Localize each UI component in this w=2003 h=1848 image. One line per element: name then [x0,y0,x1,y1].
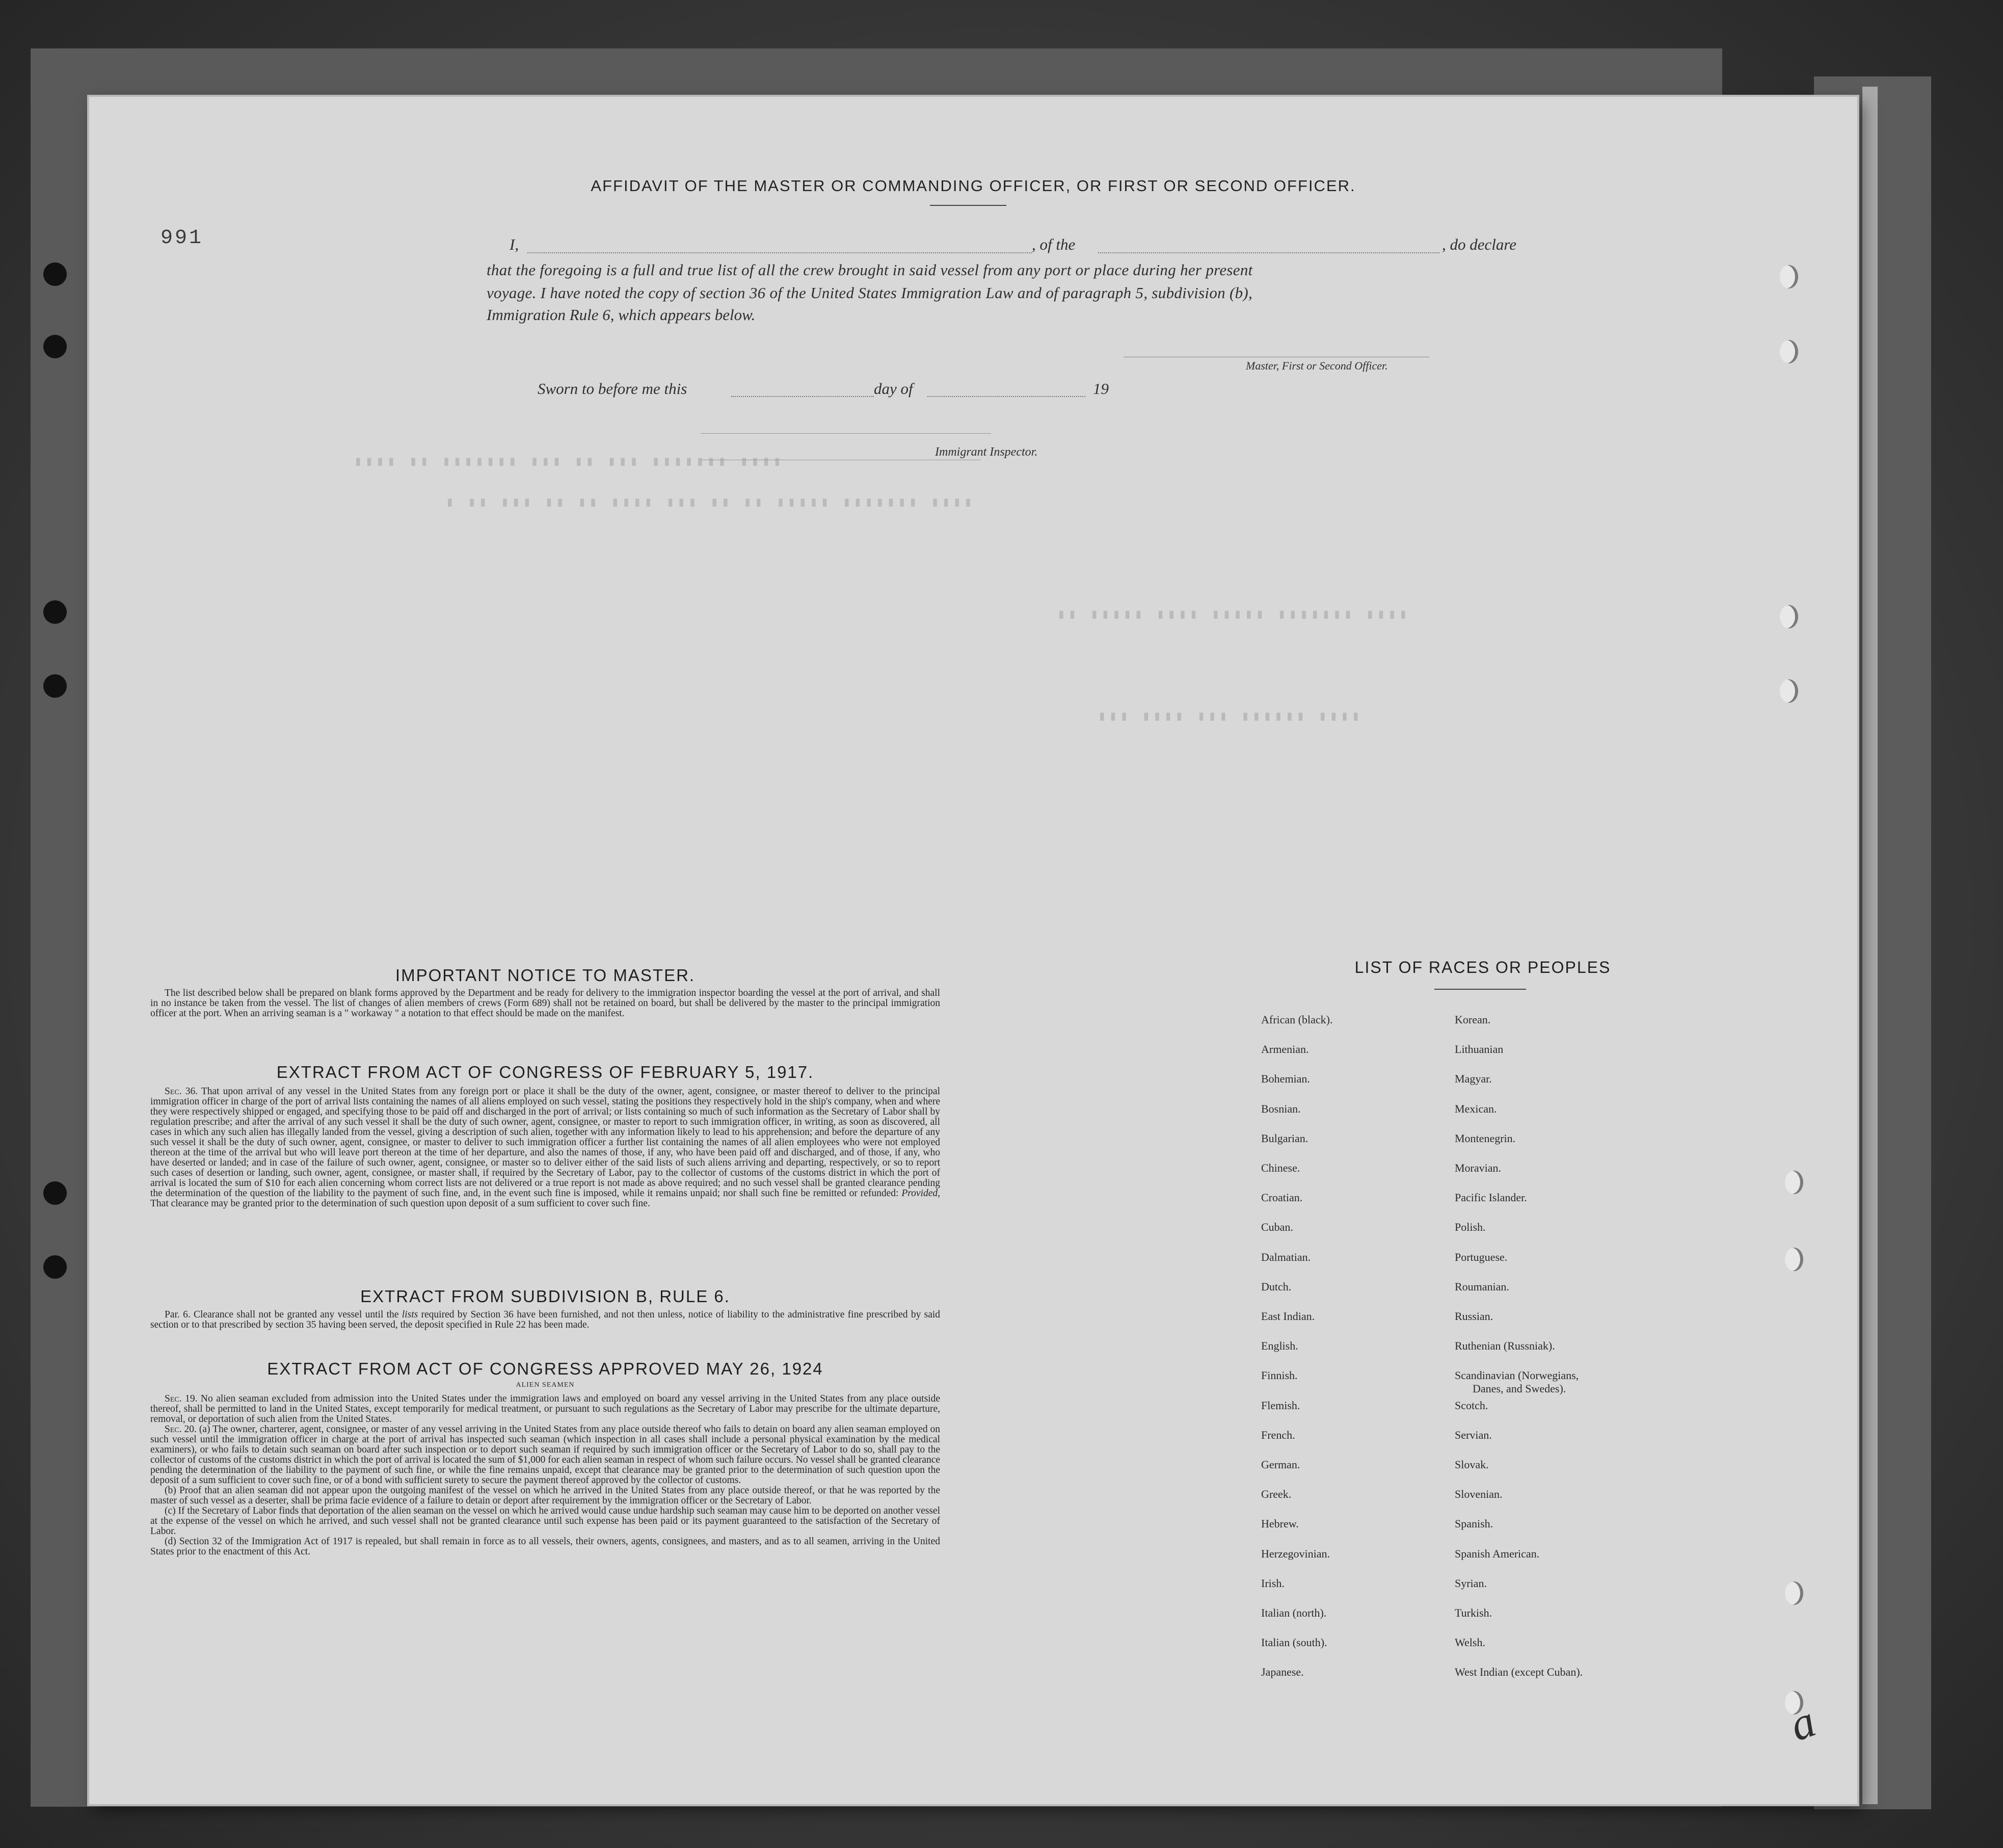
par-6-text-b: required by Section 36 have been furnished, and not then unless, notice of liability to the administrative fine prescribed by said section or to that prescribed by section 35 having been served, the deposit specified in Rule 22 has been made. [150,1309,941,1330]
sec-19-label: Sec. 19. [165,1393,198,1404]
race-right-6: Pacific Islander. [1455,1191,1527,1204]
race-left-13: Flemish. [1261,1398,1300,1412]
binder-hole [1780,340,1798,363]
race-right-10: Russian. [1455,1310,1493,1323]
race-right-22: West Indian (except Cuban). [1455,1666,1583,1679]
sec-20a-text: (a) The owner, charterer, agent, consignee, or master of any vessel arriving in the United States from any place outside thereof who fails to detain on board any alien seaman employed on such vessel until the immigration officer in charge at the port of arrival has inspected such seaman (which inspection in all cases shall include a personal physical examination by the medical examiners), or who fails to detain such seaman on board after such inspection or to deport such seaman if required by such immigration officer or the Secretary of Labor to do so, shall pay to the collector of customs of the customs district in which the port of arrival is located the sum of $1,000 for each alien seaman in respect of whom such failure occurs. No vessel shall be granted clearance pending the determination of the liability to the payment of such fine, or while the fine remains unpaid, except that clearance may be granted prior to the determination of such question upon the deposit of a sum sufficient to cover such fine, or of a bond with sufficient surety to secure the payment thereof approved by the collector of customs. [150,1424,940,1486]
bleed-through: ▮▮ ▮▮▮▮▮ ▮▮▮▮ ▮▮▮▮▮ ▮▮▮▮▮▮▮ ▮▮▮▮ [1057,607,1410,622]
affidavit-do-declare: , do declare [1442,235,1517,253]
extract-rule6-title: EXTRACT FROM SUBDIVISION B, RULE 6. [360,1287,730,1306]
binder-hole [1785,1248,1803,1271]
inspector-line-upper [701,433,991,434]
extract-1924-title: EXTRACT FROM ACT OF CONGRESS APPROVED MAY 26, 1924 [267,1359,823,1378]
notice-title: IMPORTANT NOTICE TO MASTER. [395,966,696,985]
par-6-label: Par. 6. [165,1309,191,1320]
signature-label: Master, First or Second Officer. [1246,359,1388,372]
affidavit-line-4: Immigration Rule 6, which appears below. [487,306,756,324]
race-right-8: Portuguese. [1455,1250,1508,1263]
races-title: LIST OF RACES OR PEOPLES [1354,958,1611,976]
race-right-19: Syrian. [1455,1576,1487,1590]
race-right-1: Lithuanian [1455,1043,1504,1056]
race-left-14: French. [1261,1428,1295,1441]
bleed-through: ▮▮▮ ▮▮▮▮ ▮▮▮ ▮▮▮▮▮▮ ▮▮▮▮ [1098,709,1363,724]
sec-36-label: Sec. 36. [165,1086,198,1097]
race-right-16: Slovenian. [1455,1488,1503,1501]
race-left-9: Dutch. [1261,1280,1292,1293]
race-scandinavian-continued: Danes, and Swedes). [1473,1382,1566,1395]
month-blank [927,396,1085,397]
sec-36-tail: That clearance may be granted prior to the determination of such question upon deposit of a sum sufficient to cover such fine. [150,1198,650,1209]
inspector-label: Immigrant Inspector. [935,445,1038,459]
sec-20c-text: (c) If the Secretary of Labor finds that deportation of the alien seaman on the vessel on which he arrived would cause undue hardship such seaman may cause him to be deported on another vessel at the expense of the vessel on which he arrived, and such vessel shall not be granted clearance until such expense has been paid or its payment guaranteed to the satisfaction of the Secretary of Labor. [150,1506,940,1537]
race-right-21: Welsh. [1455,1636,1485,1649]
race-right-3: Mexican. [1455,1102,1497,1115]
binder-hole [1780,265,1798,288]
lists-word: lists [402,1309,418,1320]
extract-1924-body [150,1394,940,1557]
race-left-0: African (black). [1261,1013,1333,1026]
bleed-through: ▮ ▮▮ ▮▮▮ ▮▮ ▮▮ ▮▮▮▮ ▮▮▮ ▮▮ ▮▮ ▮▮▮▮▮ ▮▮▮▮▮▮▮ ▮▮▮▮ [446,495,975,510]
sworn-text: Sworn to before me this [538,380,687,398]
race-right-11: Ruthenian (Russniak). [1455,1339,1555,1353]
name-blank [527,252,1032,253]
race-left-4: Bulgarian. [1261,1131,1308,1145]
binder-hole [1780,679,1798,703]
sec-20b-text: (b) Proof that an alien seaman did not appear upon the outgoing manifest of the vessel on which he arrived in the United States from any place outside thereof, or that he was reported by the master of such vessel as a deserter, shall be prima facie evidence of a failure to detain or deport after requirement by the immigration officer or the Secretary of Labor. [150,1485,940,1506]
race-left-10: East Indian. [1261,1310,1315,1323]
race-right-5: Moravian. [1455,1161,1502,1174]
vessel-blank [1098,252,1439,253]
affidavit-title: AFFIDAVIT OF THE MASTER OR COMMANDING OFFICER, OR FIRST OR SECOND OFFICER. [591,177,1356,195]
affidavit-line-2: that the foregoing is a full and true list of all the crew brought in said vessel from any port or place during her present [487,261,1253,279]
race-left-7: Cuban. [1261,1221,1293,1234]
alien-seamen-subtitle: ALIEN SEAMEN [516,1381,575,1389]
race-left-18: Herzegovinian. [1261,1547,1330,1560]
race-right-14: Servian. [1455,1428,1492,1441]
race-left-8: Dalmatian. [1261,1250,1311,1263]
race-right-7: Polish. [1455,1221,1486,1234]
provided-word: Provided, [901,1188,940,1199]
race-right-18: Spanish American. [1455,1547,1540,1560]
binder-hole [43,335,67,358]
race-right-9: Roumanian. [1455,1280,1509,1293]
bleed-through: ▮▮▮▮ ▮▮ ▮▮▮▮▮▮▮ ▮▮▮ ▮▮ ▮▮▮ ▮▮▮▮▮▮▮ ▮▮▮▮ [354,454,785,469]
races-title-rule [1434,989,1526,990]
binder-hole [43,1181,67,1205]
race-left-20: Italian (north). [1261,1606,1327,1619]
binder-hole [43,600,67,624]
par-6-text-a: Clearance shall not be granted any vessel until the [194,1309,399,1320]
race-left-21: Italian (south). [1261,1636,1327,1649]
race-right-4: Montenegrin. [1455,1131,1516,1145]
right-page-edge-highlight [1862,87,1878,1804]
race-right-2: Magyar. [1455,1072,1492,1086]
title-rule [930,205,1006,206]
binder-hole [43,674,67,698]
affidavit-of-the: , of the [1032,235,1076,253]
binder-hole [43,1255,67,1279]
race-left-5: Chinese. [1261,1161,1300,1174]
sworn-day-blank [731,396,874,397]
race-left-12: Finnish. [1261,1369,1298,1382]
race-left-11: English. [1261,1339,1298,1353]
page-number: 991 [161,227,204,250]
sec-20d-text: (d) Section 32 of the Immigration Act of 1917 is repealed, but shall remain in force as to all vessels, their owners, agents, consignees, and masters, and as to all seamen, arriving in the United States prior to the enactment of this Act. [150,1536,940,1557]
binder-hole [1785,1171,1803,1194]
extract-1917-title: EXTRACT FROM ACT OF CONGRESS OF FEBRUARY 5, 1917. [276,1063,814,1081]
day-of-text: day of [874,380,913,398]
race-left-19: Irish. [1261,1576,1285,1590]
race-left-16: Greek. [1261,1488,1292,1501]
sec-20-label: Sec. 20. [165,1424,197,1435]
notice-paragraph: The list described below shall be prepared on blank forms approved by the Department and be ready for delivery to the immigration inspector boarding the vessel at the port of arrival, and shall in no instance be taken from the vessel. The list of changes of alien members of crews (Form 689) shall not be retained on board, but shall be delivered by the master to the principal immigration officer at the port. When an arriving seaman is a " workaway " a notation to that effect should be made on the manifest. [150,988,940,1019]
manifest-page [89,97,1857,1804]
year-text: 19 [1093,380,1109,398]
extract-1917-body [150,1087,940,1209]
handwritten-mark: a [1783,1696,1822,1751]
race-right-15: Slovak. [1455,1458,1489,1471]
binder-hole [43,262,67,286]
race-left-2: Bohemian. [1261,1072,1310,1086]
race-right-12: Scandinavian (Norwegians, [1455,1369,1579,1382]
affidavit-line-3: voyage. I have noted the copy of section 36 of the United States Immigration Law and of paragraph 5, subdivision (b), [487,284,1253,302]
race-left-17: Hebrew. [1261,1517,1299,1530]
race-left-15: German. [1261,1458,1300,1471]
race-left-6: Croatian. [1261,1191,1303,1204]
sec-19-text: No alien seaman excluded from admission into the United States under the immigration laws and employed on board any vessel arriving in the United States from any place outside thereof, shall be permitted to land in the United States, except temporarily for medical treatment, or pursuant to such regulations as the Secretary of Labor may prescribe for the ultimate departure, removal, or deportation of such alien from the United States. [150,1393,940,1424]
binder-hole [1780,605,1798,628]
sec-36-text: That upon arrival of any vessel in the United States from any foreign port or place it shall be the duty of the owner, agent, consignee, or master thereof to deliver to the principal immigration officer in charge of the port of arrival lists containing the names of all aliens employed on such vessel, stating the positions they respectively hold in the ship's company, when and where they were respectively shipped or engaged, and specifying those to be paid off and discharged in the port of arrival; or lists containing so much of such information as the Secretary of Labor shall by regulation prescribe; and after the arrival of any such vessel it shall be the duty of such owner, agent, consignee, or master to report to such immigration officer, in writing, as soon as discovered, all cases in which any such alien has illegally landed from the vessel, giving a description of such alien, together with any information likely to lead to his apprehension; and before the departure of any such vessel it shall be the duty of such owner, agent, consignee, or master to deliver to such immigration officer a further list containing the names of all alien employees who were not employed thereon at the time of the arrival but who will leave port thereon at the time of her departure, and also the names of those, if any, who have been paid off and discharged, and of those, if any, who have deserted or landed; and in case of the failure of such owner, agent, consignee, or master so to deliver either of the said lists of such aliens arriving and departing, respectively, or so to report such cases of desertion or landing, such owner, agent, consignee, or master shall, if required by the Secretary of Labor, pay to the collector of customs of the customs district in which the port of arrival is located the sum of $10 for each alien concerning whom correct lists are not delivered or a true report is not made as above required; and no such vessel shall be granted clearance pending the determination of the question of the liability to the payment of such fine, and, in the event such fine is imposed, while it remains unpaid; nor shall such fine be remitted or refunded: [150,1086,940,1199]
affidavit-i: I, [510,235,519,253]
race-right-0: Korean. [1455,1013,1491,1026]
race-left-1: Armenian. [1261,1043,1309,1056]
binder-hole [1785,1581,1803,1605]
notice-body [150,988,940,1019]
race-left-3: Bosnian. [1261,1102,1301,1115]
race-right-17: Spanish. [1455,1517,1493,1530]
race-left-22: Japanese. [1261,1666,1304,1679]
extract-rule6-body [150,1310,940,1330]
race-right-13: Scotch. [1455,1398,1488,1412]
race-right-20: Turkish. [1455,1606,1492,1619]
